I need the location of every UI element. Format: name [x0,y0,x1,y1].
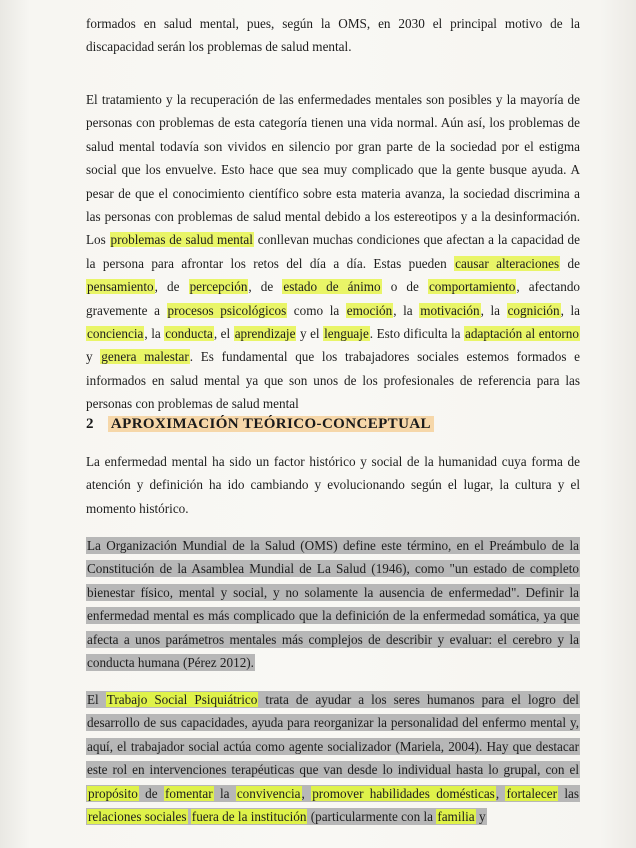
highlight-conducta: conducta [165,326,213,342]
paragraph-text: , la [393,302,420,318]
paragraph-mental-health-treatment [86,88,580,416]
paragraph-historical-factor [86,450,580,520]
highlight-conciencia: conciencia [87,326,144,342]
paragraph-text: , [301,785,312,801]
paragraph-text: El tratamiento y la recuperación de las enfermedades mentales son posibles y la mayoría de personas con problemas de esta categoría tienen una vida normal. Aún así, los problemas de salud mental todavía son vividos en silencio por gran parte de la sociedad por el estigma social que los envuelve. Esto hace que sea muy complicado que la gente busque ayuda. A pesar de que el conocimiento científico sobre esta materia avanza, la sociedad discrimina a las personas con problemas de salud mental debido a los estereotipos y a la desinformación. Los [86,92,580,248]
paragraph-text: o de [381,279,428,295]
paragraph-text: La enfermedad mental ha sido un factor histórico y social de la humanidad cuya forma de atención y definición ha ido cambiando y evolucionando según el lugar, la cultura y el momento histórico. [86,454,580,516]
highlight-fortalecer: fortalecer [506,785,557,801]
highlight-comportamiento: comportamiento [428,279,516,295]
paragraph-text: . Esto dificulta la [369,326,465,342]
paragraph-text: formados en salud mental, pues, según la OMS, en 2030 el principal motivo de la discapacidad serán los problemas de salud mental. [86,16,580,55]
highlight-problemas-salud-mental: problemas de salud mental [110,232,253,248]
paragraph-text: , el [213,326,234,342]
highlight-genera-malestar: genera malestar [101,349,189,365]
paragraph-intro-continuation [86,12,580,59]
highlight-lenguaje: lenguaje [324,326,369,342]
highlight-promover-habilidades: promover habilidades domésticas [312,785,495,801]
highlight-cognicion: cognición [507,302,560,318]
highlight-procesos-psicologicos: procesos psicológicos [167,302,287,318]
highlight-adaptacion-al-entorno: adaptación al entorno [465,326,579,342]
gray-highlight-oms-definition: La Organización Mundial de la Salud (OMS) define este término, en el Preámbulo de la Constitución de la Asamblea Mundial de La Salud (1946), como "un estado de completo bienestar físico, mental y social, y no solamente la ausencia de enfermedad". Definir la enfermedad mental es más complicado que la definición de la enfermedad somática, ya que afecta a unos parámetros mentales más complejos de describir y evaluar: el cerebro y la conducta humana (Pérez 2012). [87,538,579,671]
paragraph-text: conllevan muchas condiciones que afectan a la capacidad de la persona para afrontar los retos del día a día. Estas pueden [86,232,580,271]
highlight-causar-alteraciones: causar alteraciones [455,255,560,271]
section-heading [86,416,434,433]
highlight-estado-de-animo: estado de ánimo [283,279,381,295]
highlight-fuera-de-la-institucion: fuera de la institución [191,809,307,825]
paragraph-text: El [87,692,106,707]
paragraph-text: , la [144,326,165,342]
paragraph-text: trata de ayudar a los seres humanos para el logro del desarrollo de sus capacidades, ayuda para reorganizar la personalidad del enfermo mental y, aquí, el trabajador social actúa como agente socializador (Mariela, 2004). Hay que destacar este rol en intervenciones terapéuticas que van desde lo individual hasta lo grupal, con el [87,692,579,778]
paragraph-text: y [475,809,486,825]
paragraph-text: las [558,785,579,801]
highlight-relaciones-sociales: relaciones sociales [88,809,187,825]
paragraph-text: la [213,785,236,801]
paragraph-psychiatric-social-work [86,688,580,828]
highlight-motivacion: motivación [420,302,480,318]
paragraph-oms-definition [86,534,580,674]
paragraph-text: , afectando gravemente a [86,279,581,318]
paragraph-text: (particularmente con la [307,809,437,825]
paragraph-text: , de [248,279,283,295]
highlight-convivencia: convivencia [236,785,301,801]
highlight-trabajo-social-psiquiatrico: Trabajo Social Psiquiátrico [106,692,258,707]
paragraph-text: como la [287,302,346,318]
highlight-fomentar: fomentar [164,785,213,801]
paragraph-text: , [495,785,506,801]
gray-highlight-social-work [86,691,580,825]
section-title: APROXIMACIÓN TEÓRICO-CONCEPTUAL [108,416,434,432]
highlight-pensamiento: pensamiento [87,279,154,295]
paragraph-text: de [138,785,164,801]
paragraph-text: . Es fundamental que los trabajadores sociales estemos formados e informados en salud mental ya que son unos de los profesionales de referencia para las personas con problemas de salud mental [86,349,581,412]
highlight-percepcion: percepción [189,279,248,295]
paragraph-text: y [86,349,101,365]
paragraph-text: , la [560,302,580,318]
highlight-aprendizaje: aprendizaje [234,326,296,342]
highlight-emocion: emoción [346,302,393,318]
highlight-proposito: propósito [88,785,138,801]
paragraph-text: , de [154,279,189,295]
paragraph-text: de [560,255,580,271]
highlight-familia: familia [437,809,475,825]
paragraph-text: y el [296,326,324,342]
section-number: 2 [86,416,94,432]
paragraph-text: , la [480,302,507,318]
